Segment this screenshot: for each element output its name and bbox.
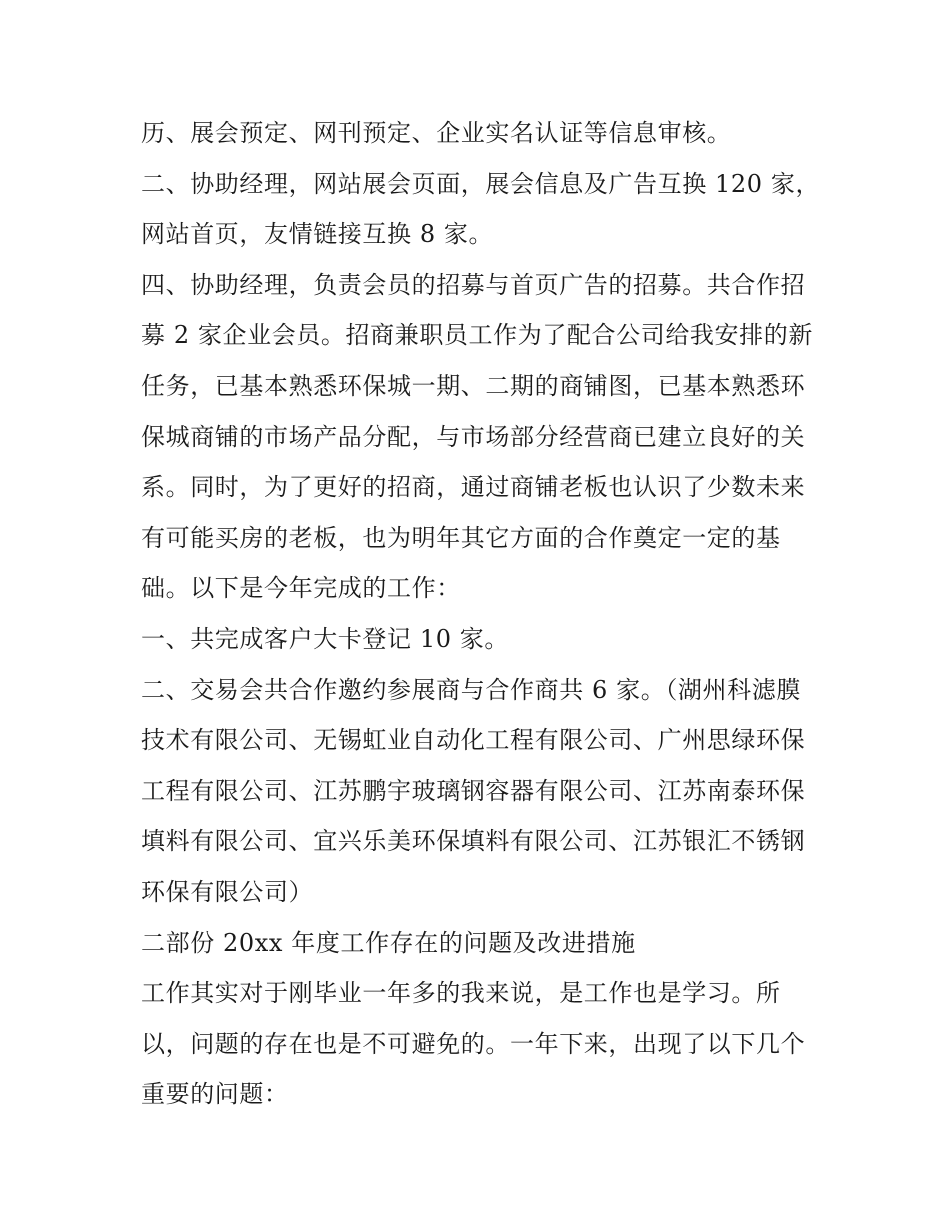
text-line: 工作其实对于刚毕业一年多的我来说，是工作也是学习。所	[141, 979, 781, 1008]
text-line: 重要的问题：	[141, 1080, 289, 1109]
text-line: 系。同时，为了更好的招商，通过商铺老板也认识了少数未来	[141, 473, 806, 502]
text-line: 二、协助经理，网站展会页面，展会信息及广告互换 120 家，	[141, 169, 821, 198]
text-line: 础。以下是今年完成的工作：	[141, 574, 461, 603]
text-line: 二、交易会共合作邀约参展商与合作商共 6 家。（湖州科滤膜	[141, 675, 801, 704]
text-line: 环保有限公司）	[141, 877, 314, 906]
text-line: 募 2 家企业会员。招商兼职员工作为了配合公司给我安排的新	[141, 321, 813, 350]
text-line: 技术有限公司、无锡虹业自动化工程有限公司、广州思绿环保	[141, 726, 806, 755]
text-line: 填料有限公司、宜兴乐美环保填料有限公司、江苏银汇不锈钢	[141, 827, 806, 856]
section-heading: 二部份 20xx 年度工作存在的问题及改进措施	[141, 928, 636, 957]
text-line: 保城商铺的市场产品分配，与市场部分经营商已建立良好的关	[141, 422, 806, 451]
text-line: 四、协助经理，负责会员的招募与首页广告的招募。共合作招	[141, 270, 806, 299]
text-line: 任务，已基本熟悉环保城一期、二期的商铺图，已基本熟悉环	[141, 371, 806, 400]
text-line: 以，问题的存在也是不可避免的。一年下来，出现了以下几个	[141, 1029, 806, 1058]
text-line: 网站首页，友情链接互换 8 家。	[141, 220, 494, 249]
text-line: 工程有限公司、江苏鹏宇玻璃钢容器有限公司、江苏南泰环保	[141, 776, 806, 805]
text-line: 有可能买房的老板，也为明年其它方面的合作奠定一定的基	[141, 523, 781, 552]
text-line: 一、共完成客户大卡登记 10 家。	[141, 624, 509, 653]
document-body	[141, 108, 821, 1120]
text-line: 历、展会预定、网刊预定、企业实名认证等信息审核。	[141, 119, 732, 147]
